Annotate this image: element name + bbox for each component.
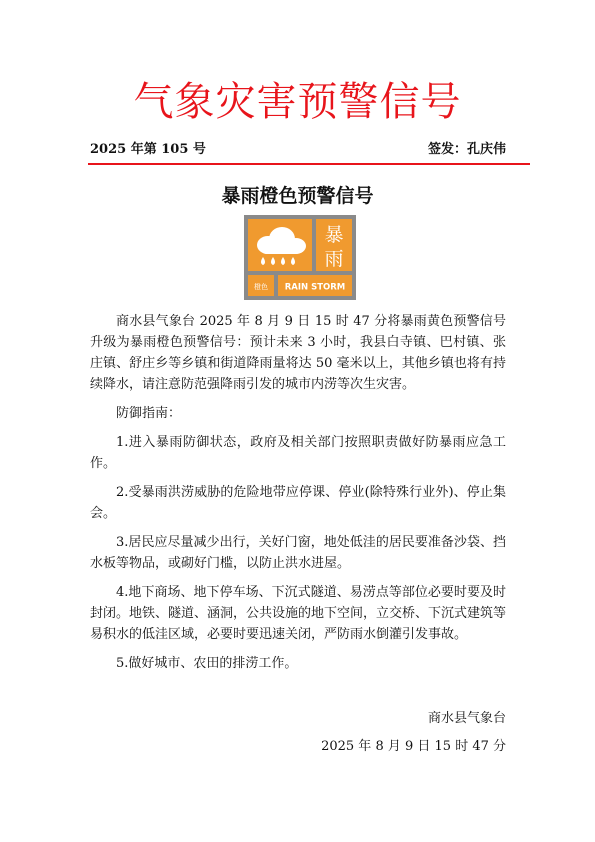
icon-english-label: RAIN STORM — [284, 282, 346, 293]
icon-small-label: 橙色 — [254, 283, 268, 291]
guide-item-3: 3.居民应尽量减少出行，关好门窗，地处低洼的居民要准备沙袋、挡水板等物品，或砌好门槛，以防止洪水进屋。 — [90, 535, 506, 571]
header-divider — [88, 163, 530, 165]
signer: 签发：孔庆伟 — [427, 142, 506, 157]
guide-item-4: 4.地下商场、地下停车场、下沉式隧道、易涝点等部位必要时要及时封闭。地铁、隧道、涵洞，公共设施的地下空间，立交桥、下沉式建筑等易积水的低洼区域，必要时要迅速关闭，严防雨水倒灌引发事故。 — [90, 585, 507, 642]
document-meta-row — [90, 140, 506, 160]
document-number: 2025 年第 105 号 — [90, 142, 206, 157]
intro-paragraph: 商水县气象台 2025 年 8 月 9 日 15 时 47 分将暴雨黄色预警信号升级为暴雨橙色预警信号：预计未来 3 小时，我县白寺镇、巴村镇、张庄镇、舒庄乡等乡镇和街道降雨量将达 50 毫米以上，其他乡镇也将有持续降水，请注意防范强降雨引发的城市内涝等次生灾害。 — [90, 314, 506, 392]
guide-heading: 防御指南： — [116, 406, 182, 421]
masthead-title: 气象灾害预警信号 — [133, 79, 462, 125]
issuer: 商水县气象台 — [427, 711, 506, 726]
rainstorm-orange-warning-icon — [244, 215, 356, 300]
icon-chinese-label-bottom: 雨 — [324, 248, 344, 270]
issue-datetime: 2025 年 8 月 9 日 15 时 47 分 — [321, 739, 506, 754]
signal-title: 暴雨橙色预警信号 — [221, 185, 374, 207]
guide-item-2: 2.受暴雨洪涝威胁的危险地带应停课、停业(除特殊行业外)、停止集会。 — [90, 485, 506, 521]
guide-item-1: 1.进入暴雨防御状态，政府及相关部门按照职责做好防暴雨应急工作。 — [90, 435, 506, 471]
body-text — [90, 311, 506, 674]
guide-item-5: 5.做好城市、农田的排涝工作。 — [116, 656, 298, 671]
icon-chinese-label-top: 暴 — [324, 224, 344, 246]
